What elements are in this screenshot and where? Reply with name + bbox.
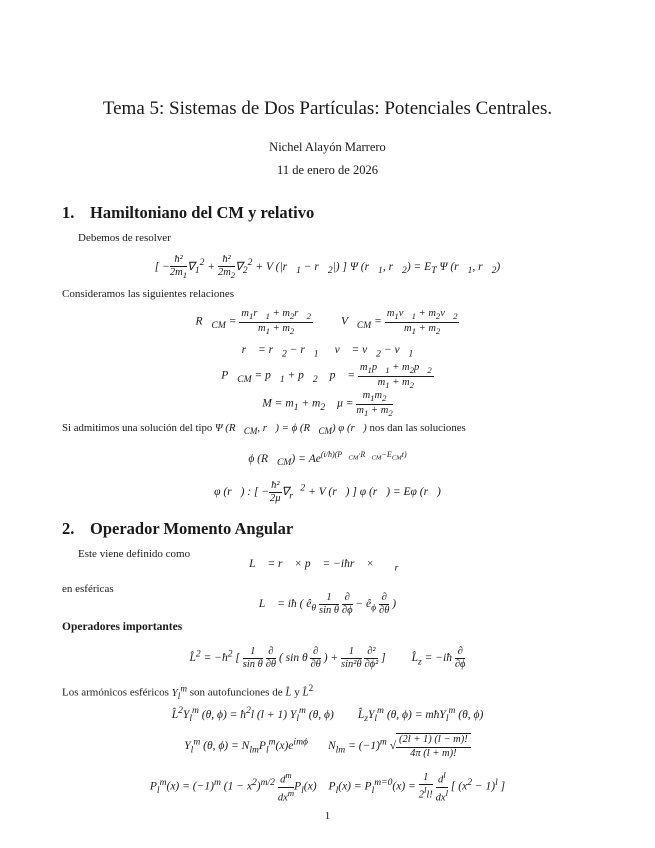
equation-varphi: φ (r⃗) : [ − $\frac{\text{ħ²}}{2\mu}$ $\nabla_{r⃗}^2 + V$ (r⃗) ] φ (r⃗) = Eφ (r⃗) — [214, 480, 441, 505]
equation-legendre: $P_l^m(x) = (-1)^m$ $(1 - x^2)^{m/2}$ $d^m$ $dx^m$ $P_l(x) P_l(x) = P_l^{m=0}(x)$ = $\frac{1}{2^ll!}$ $d^l$ $dx^l$ [ $(x^2 - 1)^l$ ] — [149, 770, 506, 804]
section-heading-2 — [62, 519, 293, 539]
page-number: 1 — [324, 810, 331, 822]
equation-L-spherical: L⃗ = iħ ( $ê_\theta$ $\frac{1}{\text{sin θ}}$ ∂ ∂ϕ − $ê_\phi$ ∂ ∂θ ) — [258, 592, 397, 617]
paragraph-harmonics: Los armónicos esféricos $Y_l^m$ son autofunciones de L̂ y L̂$^2$ — [62, 683, 314, 701]
equation-relative-coords: r⃗ = $r⃗_2$ − $r⃗_1$ v⃗ = $v⃗_2$ − $v⃗_1$ — [241, 344, 414, 360]
subheading: Operadores importantes — [62, 621, 183, 633]
page-title: Tema 5: Sistemas de Dos Partículas: Potenciales Centrales. — [102, 98, 553, 119]
date: 11 de enero de 2026 — [277, 163, 378, 177]
paragraph: en esféricas — [62, 583, 114, 595]
equation-eigenvalues: $L̂^2Y_l^m$ (θ, $\phi) = ħ^2l$ (l + 1) $Y_l^m$ (θ, ϕ) $L̂_zY_l^m$ (θ, ϕ) = mħY$_l^m$ (θ, ϕ) — [171, 705, 484, 725]
paragraph: Debemos de resolver — [78, 232, 171, 244]
paragraph: Este viene definido como — [78, 548, 191, 560]
paragraph: Consideramos las siguientes relaciones — [62, 288, 234, 300]
author: Nichel Alayón Marrero — [269, 140, 386, 154]
paragraph-solution: Si admitimos una solución del tipo Ψ ($R⃗_{CM}$, r⃗) = ϕ $(R⃗_{CM})$ φ (r⃗) nos dan las soluciones — [62, 422, 466, 437]
equation-momentum: $P⃗_{CM}$ = $p⃗_1$ + $p⃗_2$ p⃗ = $\frac{m_1p⃗_1 + m_2p⃗_2}{m_1 + m_2}$ — [221, 362, 432, 390]
equation-L2-Lz: L̂$^2$ = $-ħ^2$ [ $\frac{1}{\text{sin θ}}$ ∂ ∂θ ( sin θ ∂ ∂θ ) + $\frac{1}{\text{sin²θ}}$ ∂² ∂ϕ² ] $L̂_z$ = −iħ ∂ ∂ϕ — [189, 646, 466, 671]
equation-mass: $M = m_1 + m_2$ μ = $\frac{m_1m_2}{m_1 + m_2}$ — [262, 390, 393, 418]
equation-angular-momentum: L⃗ = r⃗ × p⃗ = −iħr⃗ × $\nabla⃗_{r⃗}$ — [249, 558, 406, 574]
equation-schrodinger: [ − $\frac{\text{ħ²}}{2m_1}$ $\nabla_1^2$ + $\frac{\text{ħ²}}{2m_2}$ $\nabla_2^2 + V$ ($|r⃗_1$ − $r⃗_2|$) ] Ψ ($r⃗_1$, $r⃗_2) = E_T$ Ψ ($r⃗_1$, $r⃗_2$) — [154, 254, 501, 281]
section-number: 1. — [62, 203, 75, 222]
equation-Ylm: $Y_l^m$ (θ, $\phi) = N_{lm}P_l^m(x)e^{im\phi}$ $N_{lm} = (-1)^m$ √ $\frac{(2l + 1) (l - m)!}{4\pi (l + m)!}$ — [0, 733, 655, 760]
section-heading-1 — [62, 203, 314, 223]
section-title: Hamiltoniano del CM y relativo — [90, 203, 315, 222]
section-title: Operador Momento Angular — [90, 519, 294, 538]
section-number: 2. — [62, 519, 75, 538]
equation-phi: ϕ $(R⃗_{CM}) = Ae^{(i/ħ)(P⃗_{CM}\cdot R⃗_{CM}-E_{CM}t)}$ — [248, 450, 407, 469]
equation-center-of-mass: $R⃗_{CM}$ = $\frac{m_1r⃗_1 + m_2r⃗_2}{m_1 + m_2}$ $V⃗_{CM}$ = $\frac{m_1v⃗_1 + m_2v⃗_2}{m_1 + m_2}$ — [195, 308, 458, 336]
